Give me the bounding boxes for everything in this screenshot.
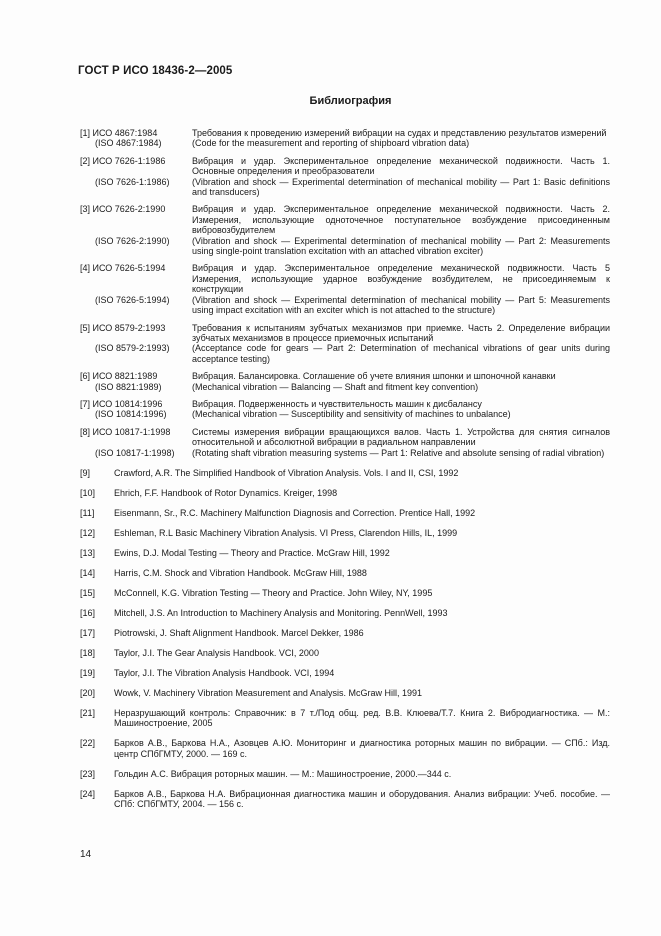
russian-standard-title: Вибрация и удар. Экспериментальное определение механической подвижности. Часть 2. Измерения, использующие одноточечное поступательное возбуждение присоединенным вибровозбудителем — [192, 204, 610, 236]
iso-standard-title: (Acceptance code for gears — Part 2: Determination of mechanical vibrations of gear units during acceptance testing) — [192, 343, 610, 364]
reference-text: Wowk, V. Machinery Vibration Measurement and Analysis. McGraw Hill, 1991 — [114, 687, 422, 698]
reference-number: [12] — [80, 527, 96, 538]
reference-number: [18] — [80, 647, 96, 658]
iso-standard-code: (ISO 7626-2:1990) — [95, 235, 170, 246]
iso-standard-row — [80, 138, 610, 148]
russian-standard-title: Требования к испытаниям зубчатых механизмов при приемке. Часть 2. Определение вибрации зубчатых механизмов в процессе приемочных испытаний — [192, 322, 610, 343]
reference-item — [80, 648, 610, 658]
iso-standard-title: (Mechanical vibration — Susceptibility and sensitivity of machines to unbalance) — [192, 409, 511, 420]
reference-text: Гольдин А.С. Вибрация роторных машин. — М.: Машиностроение, 2000.—344 с. — [114, 768, 452, 779]
reference-number: [14] — [80, 567, 96, 578]
bib-entry — [80, 371, 610, 392]
russian-standard-title: Вибрация. Подверженность и чувствительность машин к дисбалансу — [192, 398, 482, 409]
reference-text: Eshleman, R.L Basic Machinery Vibration Analysis. VI Press, Clarendon Hills, IL, 1999 — [114, 527, 458, 538]
iso-standard-title: (Vibration and shock — Experimental determination of mechanical mobility — Part 5: Measurements using impact excitation with an exciter which is not attached to the structure) — [192, 294, 610, 316]
reference-item — [80, 738, 610, 759]
reference-item — [80, 688, 610, 698]
reference-number: [11] — [80, 507, 95, 518]
reference-text: Ewins, D.J. Modal Testing — Theory and Practice. McGraw Hill, 1992 — [114, 547, 390, 558]
russian-standard-code: [7] ИСО 10814:1996 — [80, 398, 163, 409]
russian-standard-row — [80, 427, 610, 448]
russian-standard-title: Вибрация. Балансировка. Соглашение об учете влияния шпонки и шпоночной канавки — [192, 371, 556, 382]
reference-text: Барков А.В., Баркова Н.А., Азовцев А.Ю. Мониторинг и диагностика роторных машин по вибрации. — СПб.: Изд. центр СПбГМТУ, 2000. — 169 с. — [114, 738, 610, 759]
iso-standard-row — [80, 343, 610, 364]
iso-standard-code: (ISO 10817-1:1998) — [95, 447, 175, 458]
russian-standard-row — [80, 263, 610, 294]
bib-entry — [80, 323, 610, 365]
iso-standard-row — [80, 236, 610, 257]
iso-standard-row — [80, 295, 610, 316]
iso-standard-code: (ISO 7626-5:1994) — [95, 294, 170, 305]
page-number: 14 — [80, 849, 92, 860]
reference-number: [10] — [80, 487, 96, 498]
reference-number: [23] — [80, 768, 96, 779]
reference-number: [21] — [80, 707, 96, 718]
reference-number: [24] — [80, 788, 96, 799]
russian-standard-row — [80, 371, 610, 381]
russian-standard-code: [5] ИСО 8579-2:1993 — [80, 322, 166, 333]
reference-number: [19] — [80, 667, 96, 678]
iso-standard-code: (ISO 10814:1996) — [95, 409, 167, 420]
detailed-entries — [80, 128, 610, 458]
russian-standard-code: [4] ИСО 7626-5:1994 — [80, 263, 166, 274]
russian-standard-row — [80, 204, 610, 235]
reference-item — [80, 628, 610, 638]
russian-standard-code: [3] ИСО 7626-2:1990 — [80, 204, 166, 215]
iso-standard-code: (ISO 7626-1:1986) — [95, 176, 170, 187]
bib-entry — [80, 128, 610, 149]
russian-standard-code: [8] ИСО 10817-1:1998 — [80, 426, 171, 437]
reference-number: [16] — [80, 607, 96, 618]
reference-item — [80, 668, 610, 678]
iso-standard-code: (ISO 4867:1984) — [95, 138, 162, 149]
russian-standard-row — [80, 128, 610, 138]
reference-text: Eisenmann, Sr., R.C. Machinery Malfunction Diagnosis and Correction. Prentice Hall, 1992 — [114, 507, 476, 518]
reference-item — [80, 708, 610, 729]
iso-standard-row — [80, 409, 610, 419]
reference-item — [80, 508, 610, 518]
simple-entries — [80, 468, 610, 810]
reference-text: Барков А.В., Баркова Н.А. Вибрационная диагностика машин и оборудования. Анализ вибрации: Учеб. пособие. — СПб: СПбГМТУ, 2004. — 156 с. — [114, 788, 610, 810]
russian-standard-row — [80, 323, 610, 344]
iso-standard-title: (Vibration and shock — Experimental determination of mechanical mobility — Part 1: Basic definitions and transducers) — [192, 176, 610, 198]
bib-entry — [80, 204, 610, 256]
reference-item — [80, 468, 610, 478]
bib-entry — [80, 427, 610, 458]
iso-standard-title: (Mechanical vibration — Balancing — Shaft and fitment key convention) — [192, 381, 479, 392]
russian-standard-title: Требования к проведению измерений вибрации на судах и представлению результатов измерений — [192, 128, 607, 138]
reference-item — [80, 528, 610, 538]
russian-standard-code: [6] ИСО 8821:1989 — [80, 371, 158, 382]
bibliography-heading: Библиография — [309, 95, 392, 107]
reference-number: [22] — [80, 738, 96, 749]
reference-text: McConnell, K.G. Vibration Testing — Theory and Practice. John Wiley, NY, 1995 — [114, 587, 433, 598]
iso-standard-title: (Rotating shaft vibration measuring systems — Part 1: Relative and absolute sensing of radial vibration) — [192, 447, 605, 458]
reference-text: Harris, C.M. Shock and Vibration Handbook. McGraw Hill, 1988 — [114, 567, 367, 578]
russian-standard-title: Вибрация и удар. Экспериментальное определение механической подвижности. Часть 5 Измерения, использующие ударное возбуждение возбудителем, не присоединяемым к конструкции — [192, 263, 610, 295]
bibliography-list — [80, 128, 610, 819]
iso-standard-row — [80, 448, 610, 458]
reference-text: Piotrowski, J. Shaft Alignment Handbook. Marcel Dekker, 1986 — [114, 627, 364, 638]
reference-text: Taylor, J.I. The Vibration Analysis Handbook. VCI, 1994 — [114, 667, 335, 678]
reference-number: [13] — [80, 547, 96, 558]
russian-standard-title: Системы измерения вибрации вращающихся валов. Часть 1. Устройства для снятия сигналов относительной и абсолютной вибрации в радиальном направлении — [192, 426, 610, 448]
reference-item — [80, 789, 610, 810]
bib-entry — [80, 399, 610, 420]
russian-standard-row — [80, 156, 610, 177]
russian-standard-title: Вибрация и удар. Экспериментальное определение механической подвижности. Часть 1. Основные определения и преобразователи — [192, 155, 610, 177]
reference-text: Mitchell, J.S. An Introduction to Machinery Analysis and Monitoring. PennWell, 1993 — [114, 607, 448, 618]
russian-standard-code: [1] ИСО 4867:1984 — [80, 128, 158, 138]
iso-standard-row — [80, 177, 610, 198]
iso-standard-title: (Code for the measurement and reporting of shipboard vibration data) — [192, 138, 470, 149]
reference-number: [20] — [80, 687, 96, 698]
reference-text: Taylor, J.I. The Gear Analysis Handbook. VCI, 2000 — [114, 647, 319, 658]
reference-number: [17] — [80, 627, 96, 638]
reference-number: [15] — [80, 587, 96, 598]
bib-entry — [80, 263, 610, 315]
reference-text: Crawford, A.R. The Simplified Handbook of Vibration Analysis. Vols. I and II, CSI, 1992 — [114, 467, 459, 478]
reference-item — [80, 568, 610, 578]
reference-number: [9] — [80, 467, 91, 478]
iso-standard-row — [80, 382, 610, 392]
reference-text: Неразрушающий контроль: Справочник: в 7 т./Под общ. ред. В.В. Клюева/Т.7. Книга 2. Вибродиагностика. — М.: Машиностроение, 2005 — [114, 707, 610, 729]
document-header: ГОСТ Р ИСО 18436-2—2005 — [78, 65, 233, 77]
reference-item — [80, 548, 610, 558]
russian-standard-code: [2] ИСО 7626-1:1986 — [80, 155, 166, 166]
reference-item — [80, 588, 610, 598]
reference-text: Ehrich, F.F. Handbook of Rotor Dynamics. Kreiger, 1998 — [114, 487, 338, 498]
page-title — [0, 95, 661, 107]
iso-standard-code: (ISO 8579-2:1993) — [95, 343, 170, 354]
reference-item — [80, 608, 610, 618]
reference-item — [80, 769, 610, 779]
reference-item — [80, 488, 610, 498]
russian-standard-row — [80, 399, 610, 409]
bib-entry — [80, 156, 610, 198]
iso-standard-code: (ISO 8821:1989) — [95, 381, 162, 392]
iso-standard-title: (Vibration and shock — Experimental determination of mechanical mobility — Part 2: Measurements using single-point translation excitation with an attached vibration exciter) — [192, 235, 610, 257]
